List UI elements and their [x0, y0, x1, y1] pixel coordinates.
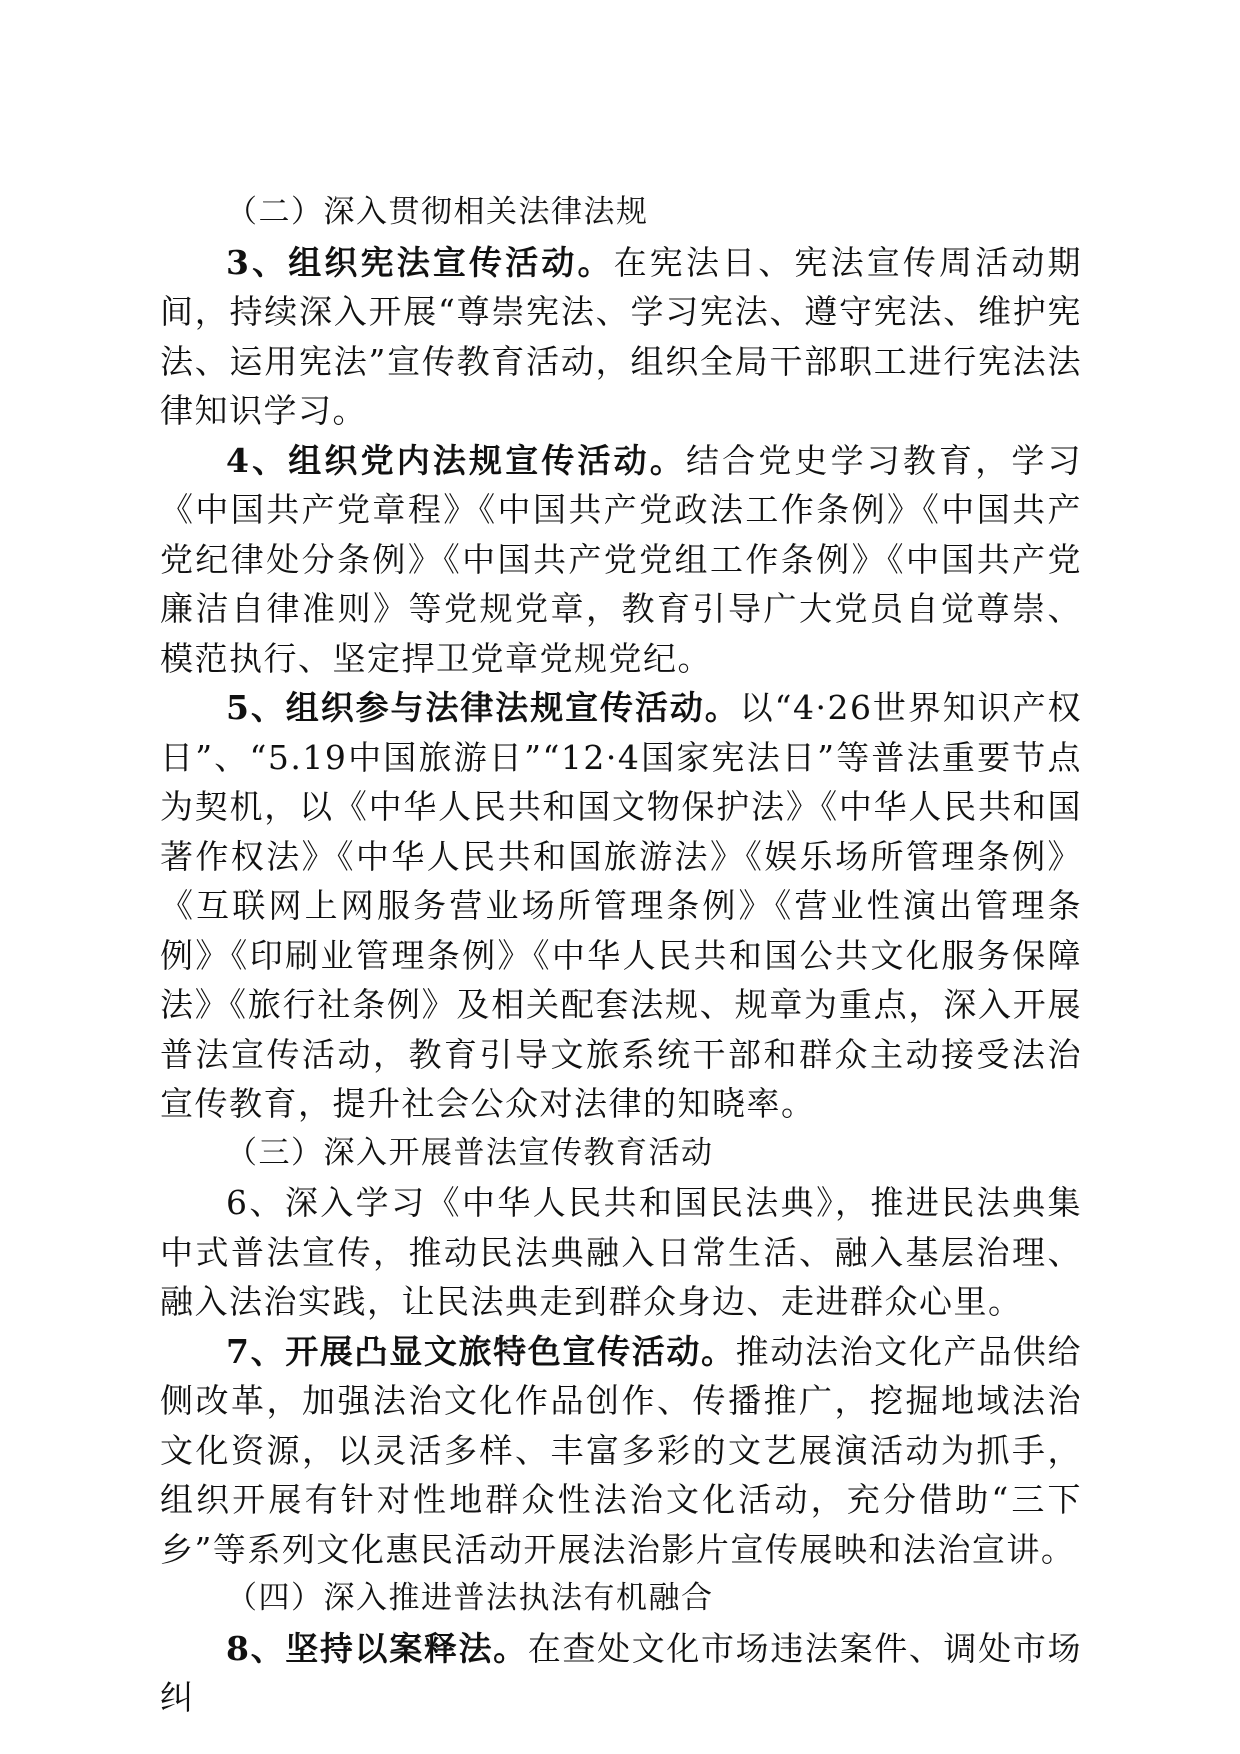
paragraph-lead: 3、组织宪法宣传活动。 [226, 242, 614, 282]
paragraph-body: 在查处文化市场违法案件、调处市场纠 [160, 1628, 1083, 1717]
paragraph-4 [160, 436, 1082, 684]
paragraph-body: 在宪法日、宪法宣传周活动期间，持续深入开展“尊崇宪法、学习宪法、遵守宪法、维护宪法、运用宪法”宣传教育活动，组织全局干部职工进行宪法法律知识学习。 [160, 242, 1082, 430]
paragraph-5 [160, 683, 1082, 1129]
paragraph-lead: 7、开展凸显文旅特色宣传活动。 [226, 1331, 736, 1371]
paragraph-body: 以“4·26世界知识产权日”、“5.19中国旅游日”“12·4国家宪法日”等普法重要节点为契机，以《中华人民共和国文物保护法》《中华人民共和国著作权法》《中华人民共和国旅游法》《娱乐场所管理条例》《互联网上网服务营业场所管理条例》《营业性演出管理条例》《印刷业管理条例》《中华人民共和国公共文化服务保障法》《旅行社条例》及相关配套法规、规章为重点，深入开展普法宣传活动，教育引导文旅系统干部和群众主动接受法治宣传教育，提升社会公众对法律的知晓率。 [160, 688, 1082, 1123]
paragraph-lead: 8、坚持以案释法。 [226, 1628, 528, 1668]
paragraph-body: 6、深入学习《中华人民共和国民法典》，推进民法典集中式普法宣传，推动民法典融入日常生活、融入基层治理、融入法治实践，让民法典走到群众身边、走进群众心里。 [160, 1183, 1082, 1321]
paragraph-8 [160, 1624, 1082, 1723]
paragraph-6 [160, 1178, 1082, 1327]
section-heading-3: （三）深入开展普法宣传教育活动 [226, 1134, 714, 1171]
section-heading-4: （四）深入推进普法执法有机融合 [226, 1580, 714, 1616]
paragraph-lead: 5、组织参与法律法规宣传活动。 [226, 688, 740, 727]
document-page [160, 188, 1082, 1723]
section-heading-2: （二）深入贯彻相关法律法规 [226, 194, 649, 230]
paragraph-7 [160, 1327, 1082, 1575]
paragraph-3 [160, 238, 1082, 436]
paragraph-body: 推动法治文化产品供给侧改革，加强法治文化作品创作、传播推广，挖掘地域法治文化资源，以灵活多样、丰富多彩的文艺展演活动为抓手，组织开展有针对性地群众性法治文化活动，充分借助“三下乡”等系列文化惠民活动开展法治影片宣传展映和法治宣讲。 [160, 1331, 1082, 1569]
paragraph-lead: 4、组织党内法规宣传活动。 [226, 440, 686, 480]
paragraph-body: 结合党史学习教育，学习《中国共产党章程》《中国共产党政法工作条例》《中国共产党纪律处分条例》《中国共产党党组工作条例》《中国共产党廉洁自律准则》等党规党章，教育引导广大党员自觉尊崇、模范执行、坚定捍卫党章党规党纪。 [160, 440, 1083, 678]
